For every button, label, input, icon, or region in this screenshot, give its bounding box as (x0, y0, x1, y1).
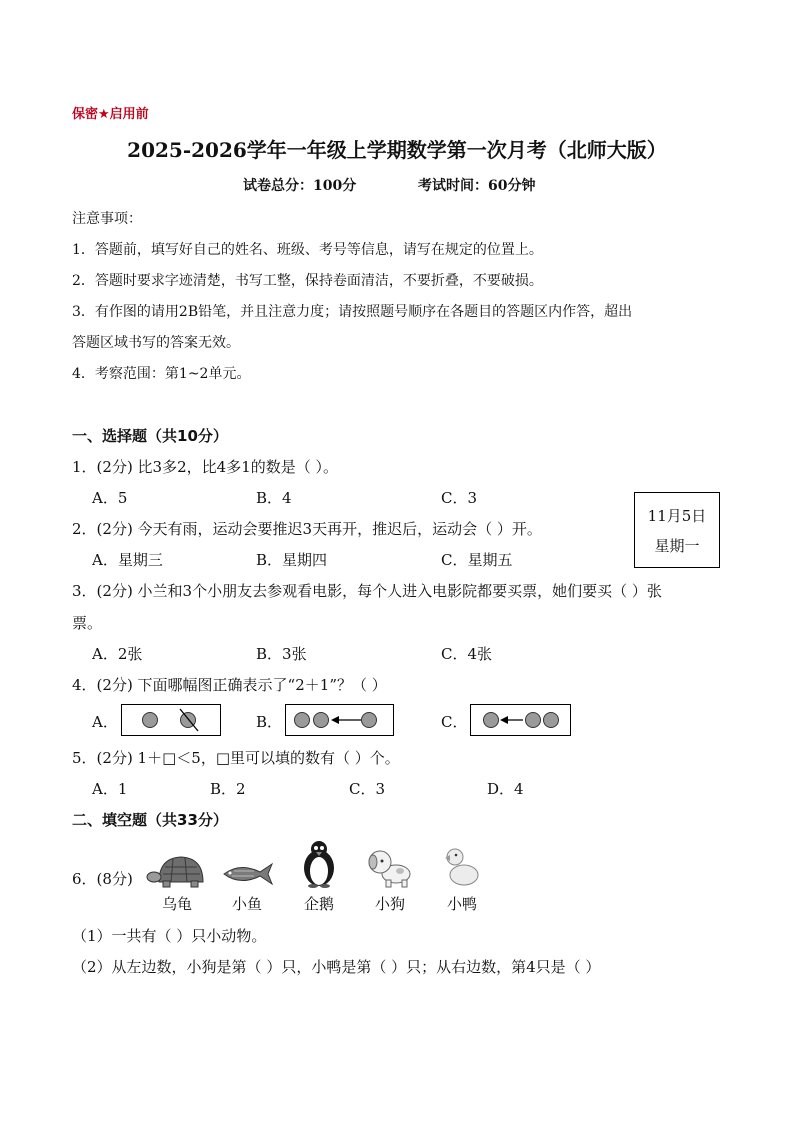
animal-label-turtle: 乌龟 (161, 895, 192, 913)
q3-option-a[interactable]: A．2张 (92, 645, 143, 663)
calendar-date: 11月5日 (647, 507, 707, 525)
note-item: 答题区域书写的答案无效。 (72, 335, 240, 351)
circle-icon (361, 712, 377, 728)
fish-icon (220, 860, 274, 888)
q4-figure-b[interactable] (285, 704, 394, 736)
animal-label-duck: 小鸭 (446, 895, 477, 913)
q2-option-c[interactable]: C．星期五 (441, 551, 513, 569)
confidential-label: 保密★启用前 (72, 107, 149, 122)
q1-option-c[interactable]: C．3 (441, 489, 478, 507)
q5-option-a[interactable]: A．1 (92, 780, 128, 798)
animal-label-dog: 小狗 (374, 895, 405, 913)
q4-option-b-label[interactable]: B． (256, 713, 283, 731)
question-1: 1．(2分) 比3多2，比4多1的数是（ ）。 (72, 458, 339, 476)
question-3-line1: 3．(2分) 小兰和3个小朋友去参观看电影，每个人进入电影院都要买票，她们要买（ ）张 (72, 582, 662, 600)
notes-heading: 注意事项： (72, 211, 142, 227)
question-6-sub1: （1）一共有（ ）只小动物。 (72, 927, 267, 945)
q2-option-a[interactable]: A．星期三 (92, 551, 163, 569)
circle-icon (525, 712, 541, 728)
total-score: 试卷总分：100分 (243, 178, 357, 194)
q5-option-b[interactable]: B．2 (210, 780, 246, 798)
section-fill-title: 二、填空题（共33分） (72, 811, 228, 829)
exam-time: 考试时间：60分钟 (418, 178, 536, 194)
exam-title: 2025-2026学年一年级上学期数学第一次月考（北师大版） (127, 138, 667, 162)
duck-icon (443, 846, 481, 888)
q4-figure-a[interactable] (121, 704, 221, 736)
q3-option-c[interactable]: C．4张 (441, 645, 493, 663)
note-item: 3．有作图的请用2B铅笔，并且注意力度；请按照题号顺序在各题目的答题区内作答，超出 (72, 304, 633, 320)
turtle-icon (145, 852, 209, 890)
q5-option-d[interactable]: D．4 (487, 780, 524, 798)
question-2: 2．(2分) 今天有雨，运动会要推迟3天再开，推迟后，运动会（ ）开。 (72, 520, 542, 538)
q2-option-b[interactable]: B．星期四 (256, 551, 328, 569)
question-5: 5．(2分) 1＋□＜5，□里可以填的数有（ ）个。 (72, 749, 400, 767)
q4-option-c-label[interactable]: C． (441, 713, 468, 731)
animal-label-fish: 小鱼 (231, 895, 262, 913)
calendar-date-box (634, 492, 720, 568)
circle-icon (543, 712, 559, 728)
question-4: 4．(2分) 下面哪幅图正确表示了“2＋1”？（ ） (72, 676, 387, 694)
note-item: 4．考察范围：第1~2单元。 (72, 366, 251, 382)
animal-label-penguin: 企鹅 (303, 895, 334, 913)
question-3-line2: 票。 (72, 614, 103, 632)
q1-option-b[interactable]: B．4 (256, 489, 292, 507)
note-item: 2．答题时要求字迹清楚，书写工整，保持卷面清洁，不要折叠，不要破损。 (72, 273, 543, 289)
note-item: 1．答题前，填写好自己的姓名、班级、考号等信息，请写在规定的位置上。 (72, 242, 543, 258)
penguin-icon (298, 840, 340, 888)
q4-figure-c[interactable] (470, 704, 571, 736)
dog-icon (366, 848, 414, 888)
question-6-prefix: 6．(8分) (72, 870, 133, 888)
strike-icon (122, 705, 220, 735)
section-choice-title: 一、选择题（共10分） (72, 427, 228, 445)
q1-option-a[interactable]: A．5 (92, 489, 128, 507)
q5-option-c[interactable]: C．3 (349, 780, 386, 798)
calendar-weekday: 星期一 (654, 537, 700, 555)
question-6-sub2: （2）从左边数，小狗是第（ ）只，小鸭是第（ ）只；从右边数，第4只是（ ） (72, 958, 601, 976)
q3-option-b[interactable]: B．3张 (256, 645, 307, 663)
q4-option-a-label[interactable]: A． (92, 713, 118, 731)
